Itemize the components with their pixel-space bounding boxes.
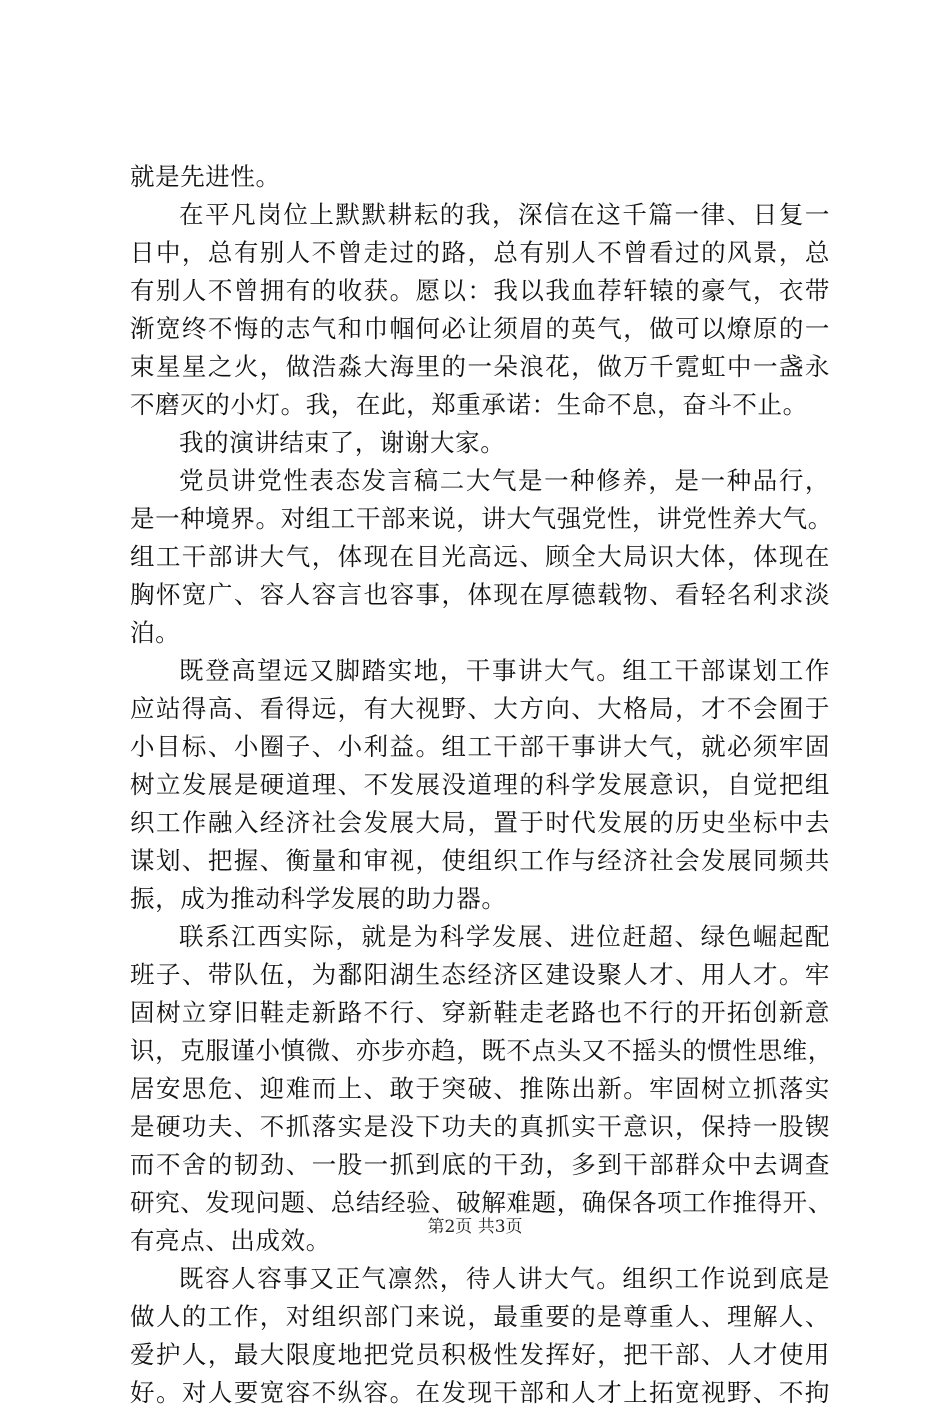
- text-line: 组工干部讲大气，体现在目光高远、顾全大局识大体，体现在: [130, 542, 830, 571]
- text-line: 小目标、小圈子、小利益。组工干部干事讲大气，就必须牢固: [130, 732, 830, 761]
- text-line: 泊。: [130, 618, 181, 647]
- text-line: 日中，总有别人不曾走过的路，总有别人不曾看过的风景，总: [130, 238, 830, 267]
- text-line: 束星星之火，做浩淼大海里的一朵浪花，做万千霓虹中一盏永: [130, 352, 830, 381]
- text-line: 而不舍的韧劲、一股一抓到底的干劲，多到干部群众中去调查: [130, 1150, 830, 1179]
- text-line: 就是先进性。: [130, 162, 281, 191]
- text-line: 我的演讲结束了，谢谢大家。: [179, 428, 506, 457]
- text-line: 班子、带队伍，为鄱阳湖生态经济区建设聚人才、用人才。牢: [130, 960, 830, 989]
- text-line: 好。对人要宽容不纵容。在发现干部和人才上拓宽视野、不拘: [130, 1378, 830, 1407]
- text-line: 有亮点、出成效。: [130, 1226, 331, 1255]
- text-line: 既登高望远又脚踏实地，干事讲大气。组工干部谋划工作: [179, 656, 830, 685]
- text-line: 树立发展是硬道理、不发展没道理的科学发展意识，自觉把组: [130, 770, 830, 799]
- text-line: 研究、发现问题、总结经验、破解难题，确保各项工作推得开、: [130, 1188, 833, 1217]
- text-line: 振，成为推动科学发展的助力器。: [130, 884, 507, 913]
- text-line: 固树立穿旧鞋走新路不行、穿新鞋走老路也不行的开拓创新意: [130, 998, 830, 1027]
- page-number: 第2页 共3页: [427, 1217, 523, 1237]
- text-line: 党员讲党性表态发言稿二大气是一种修养，是一种品行，: [179, 466, 830, 495]
- text-line: 应站得高、看得远，有大视野、大方向、大格局，才不会囿于: [130, 694, 830, 723]
- text-line: 胸怀宽广、容人容言也容事，体现在厚德载物、看轻名利求淡: [130, 580, 830, 609]
- text-line: 居安思危、迎难而上、敢于突破、推陈出新。牢固树立抓落实: [130, 1074, 830, 1103]
- text-line: 既容人容事又正气凛然，待人讲大气。组织工作说到底是: [179, 1264, 830, 1293]
- text-line: 是硬功夫、不抓落实是没下功夫的真抓实干意识，保持一股锲: [130, 1112, 830, 1141]
- text-line: 渐宽终不悔的志气和巾帼何必让须眉的英气，做可以燎原的一: [130, 314, 830, 343]
- text-line: 在平凡岗位上默默耕耘的我，深信在这千篇一律、日复一: [179, 200, 830, 229]
- text-line: 织工作融入经济社会发展大局，置于时代发展的历史坐标中去: [130, 808, 830, 837]
- text-line: 联系江西实际，就是为科学发展、进位赶超、绿色崛起配: [179, 922, 830, 951]
- text-line: 有别人不曾拥有的收获。愿以：我以我血荐轩辕的豪气，衣带: [130, 276, 830, 305]
- text-line: 识，克服谨小慎微、亦步亦趋，既不点头又不摇头的惯性思维，: [130, 1036, 833, 1065]
- text-line: 谋划、把握、衡量和审视，使组织工作与经济社会发展同频共: [130, 846, 830, 875]
- text-line: 不磨灭的小灯。我，在此，郑重承诺：生命不息，奋斗不止。: [130, 390, 808, 419]
- text-line: 爱护人，最大限度地把党员积极性发挥好，把干部、人才使用: [130, 1340, 830, 1369]
- text-line: 做人的工作，对组织部门来说，最重要的是尊重人、理解人、: [130, 1302, 830, 1331]
- text-line: 是一种境界。对组工干部来说，讲大气强党性，讲党性养大气。: [130, 504, 833, 533]
